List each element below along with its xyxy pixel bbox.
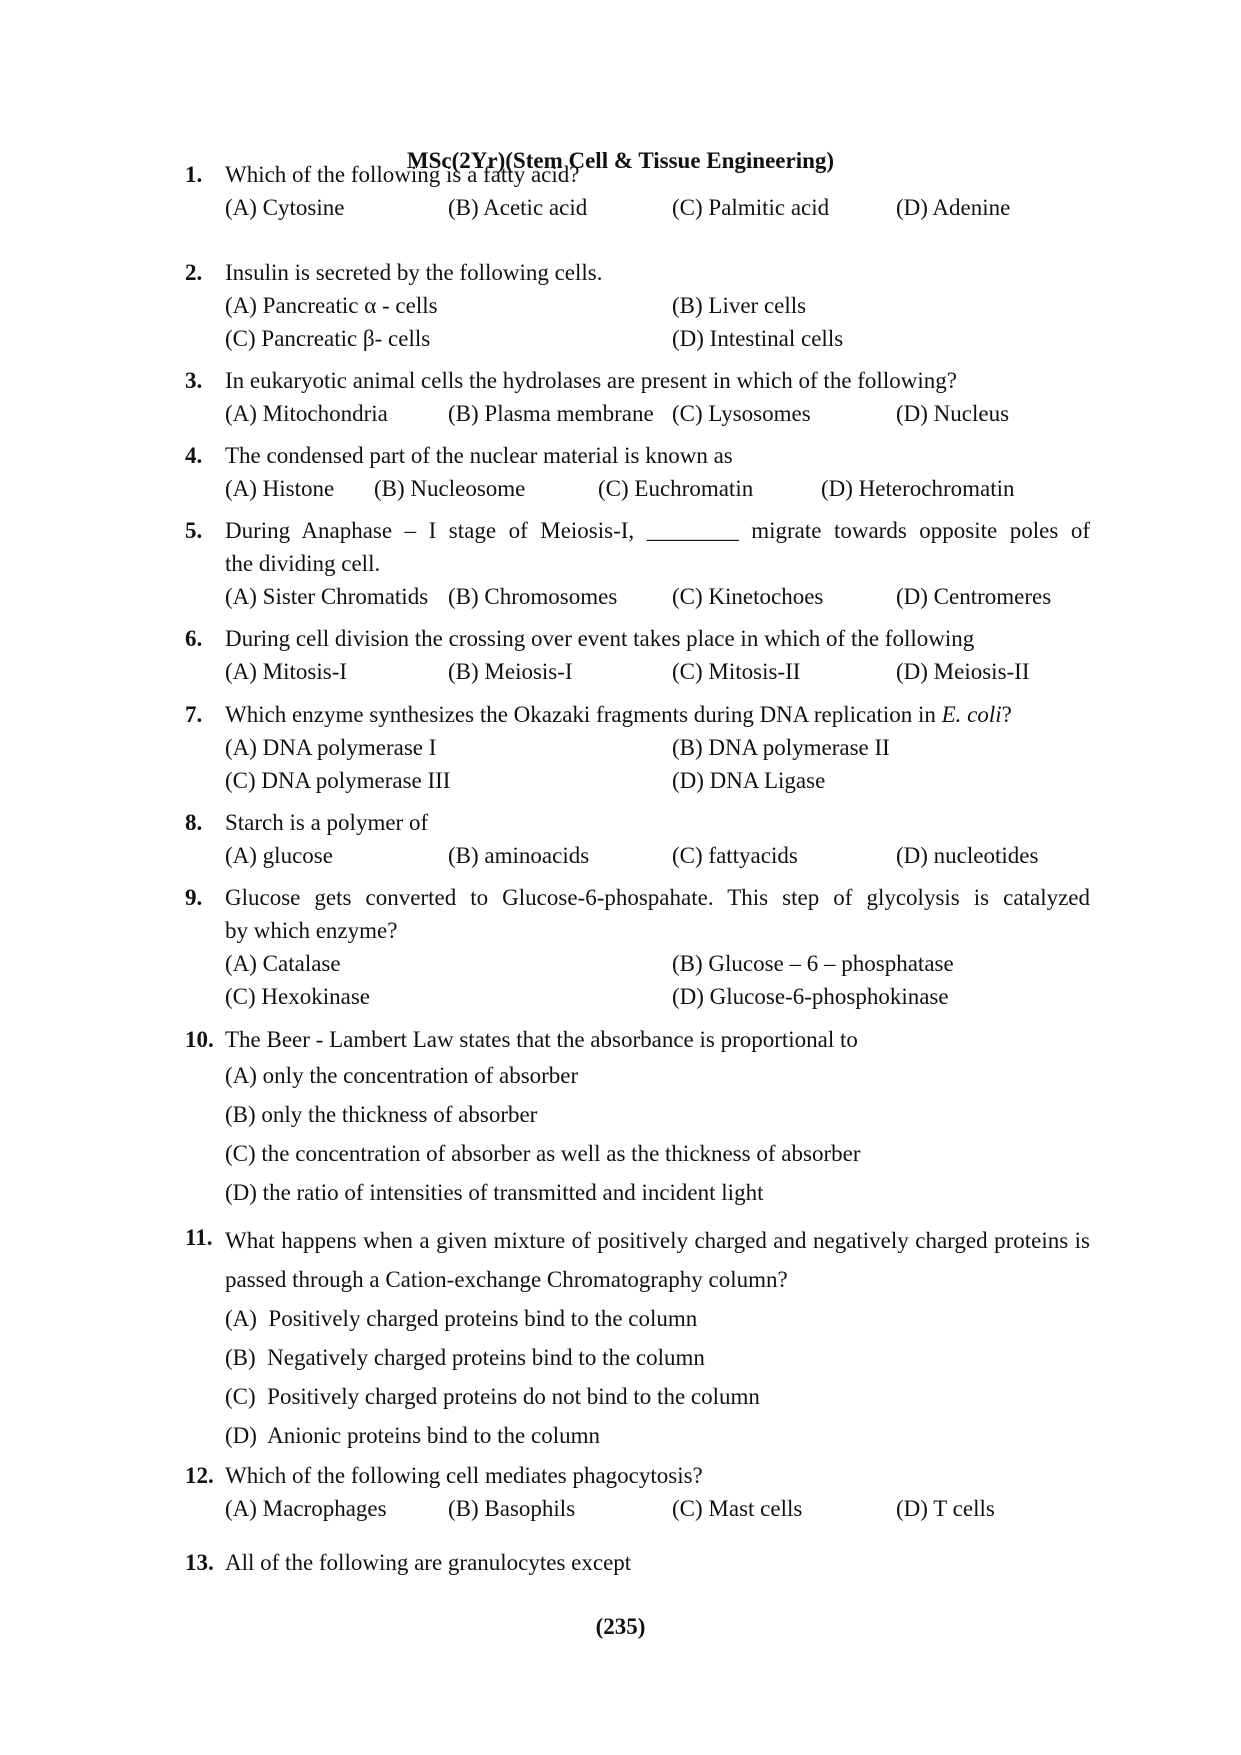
stem-text: Which enzyme synthesizes the Okazaki fragments during DNA replication in <box>225 702 942 727</box>
page-number: (235) <box>595 1614 646 1639</box>
question-11 <box>185 1221 1090 1455</box>
option-a: (A) Histone <box>225 476 335 501</box>
options-row <box>225 472 1090 505</box>
options-row <box>225 1492 1090 1525</box>
option-b: (B) only the thickness of absorber <box>225 1102 538 1127</box>
question-stem: Which of the following is a fatty acid? <box>225 162 580 187</box>
question-8 <box>185 806 1090 872</box>
question-stem: Starch is a polymer of <box>225 810 429 835</box>
option-b: (B) aminoacids <box>448 843 590 868</box>
option-c: (C) DNA polymerase III <box>225 768 451 793</box>
question-7 <box>185 698 1090 797</box>
question-stem: The Beer - Lambert Law states that the absorbance is proportional to <box>225 1027 858 1052</box>
question-10 <box>185 1023 1090 1212</box>
question-number: 4. <box>185 443 203 468</box>
option-d: (D) Adenine <box>896 195 1011 220</box>
question-number: 13. <box>185 1550 214 1575</box>
option-d: (D) Glucose-6-phosphokinase <box>672 984 949 1009</box>
option-d: (D) Heterochromatin <box>821 476 1015 501</box>
question-9 <box>185 881 1090 1013</box>
question-number: 5. <box>185 518 203 543</box>
option-d: (D) Meiosis-II <box>896 659 1030 684</box>
question-stem: All of the following are granulocytes except <box>225 1550 632 1575</box>
question-number: 2. <box>185 260 203 285</box>
option-d: (D) Anionic proteins bind to the column <box>225 1423 600 1448</box>
option-c: (C) Mast cells <box>672 1496 803 1521</box>
stem-end: ? <box>1001 702 1012 727</box>
question-13 <box>185 1546 1090 1579</box>
option-b: (B) Negatively charged proteins bind to the column <box>225 1345 705 1370</box>
option-a: (A) Mitochondria <box>225 401 388 426</box>
options-row <box>225 580 1090 613</box>
option-a: (A) Positively charged proteins bind to the column <box>225 1306 698 1331</box>
option-d: (D) the ratio of intensities of transmitted and incident light <box>225 1180 764 1205</box>
question-number: 9. <box>185 885 203 910</box>
question-stem-line-2: by which enzyme? <box>225 918 398 943</box>
question-6 <box>185 622 1090 688</box>
option-d: (D) DNA Ligase <box>672 768 826 793</box>
question-stem: Insulin is secreted by the following cells. <box>225 260 603 285</box>
option-b: (B) DNA polymerase II <box>672 735 890 760</box>
options-row <box>225 397 1090 430</box>
option-c: (C) Mitosis-II <box>672 659 801 684</box>
question-stem: The condensed part of the nuclear material is known as <box>225 443 733 468</box>
question-number: 12. <box>185 1463 214 1488</box>
option-a: (A) glucose <box>225 843 333 868</box>
option-c: (C) Positively charged proteins do not bind to the column <box>225 1384 760 1409</box>
question-1 <box>185 158 1090 224</box>
option-a: (A) DNA polymerase I <box>225 735 437 760</box>
options-row <box>225 731 1090 764</box>
option-c: (C) Lysosomes <box>672 401 811 426</box>
option-a: (A) Catalase <box>225 951 341 976</box>
options-row <box>225 289 1090 322</box>
question-2 <box>185 256 1090 355</box>
option-a: (A) Macrophages <box>225 1496 387 1521</box>
option-c: (C) the concentration of absorber as well as the thickness of absorber <box>225 1141 861 1166</box>
question-number: 7. <box>185 702 203 727</box>
question-stem-line-2: the dividing cell. <box>225 551 381 576</box>
question-stem: What happens when a given mixture of positively charged and negatively charged proteins is passed through a Cation-exchange Chromatography column? <box>225 1228 1090 1292</box>
question-number: 8. <box>185 810 203 835</box>
options-row <box>225 191 1090 224</box>
question-stem <box>225 698 1090 731</box>
option-c: (C) Pancreatic β- cells <box>225 326 431 351</box>
option-d: (D) Nucleus <box>896 401 1010 426</box>
option-b: (B) Meiosis-I <box>448 659 573 684</box>
question-number: 11. <box>185 1225 213 1250</box>
option-c: (C) Hexokinase <box>225 984 370 1009</box>
option-c: (C) Euchromatin <box>598 476 754 501</box>
question-stem: Which of the following cell mediates phagocytosis? <box>225 1463 703 1488</box>
question-number: 1. <box>185 162 203 187</box>
options-row <box>225 947 1090 980</box>
options-row <box>225 322 1090 355</box>
option-b: (B) Nucleosome <box>374 476 526 501</box>
question-4 <box>185 439 1090 505</box>
options-list <box>225 1056 1090 1212</box>
organism-name: E. coli <box>941 702 1002 727</box>
question-number: 10. <box>185 1027 214 1052</box>
question-stem: In eukaryotic animal cells the hydrolases are present in which of the following? <box>225 368 957 393</box>
options-list <box>225 1299 1090 1455</box>
option-d: (D) nucleotides <box>896 843 1039 868</box>
question-5 <box>185 514 1090 613</box>
option-a: (A) Mitosis-I <box>225 659 348 684</box>
option-a: (A) Sister Chromatids <box>225 584 429 609</box>
question-stem-line-1: Glucose gets converted to Glucose-6-phospahate. This step of glycolysis is catalyzed <box>225 885 1090 910</box>
option-d: (D) T cells <box>896 1496 995 1521</box>
question-3 <box>185 364 1090 430</box>
options-row <box>225 980 1090 1013</box>
question-12 <box>185 1459 1090 1525</box>
question-number: 3. <box>185 368 203 393</box>
option-b: (B) Liver cells <box>672 293 807 318</box>
option-c: (C) fattyacids <box>672 843 798 868</box>
option-a: (A) only the concentration of absorber <box>225 1063 579 1088</box>
option-c: (C) Kinetochoes <box>672 584 824 609</box>
options-row <box>225 655 1090 688</box>
page-title: MSc(2Yr)(Stem Cell & Tissue Engineering) <box>406 148 835 173</box>
option-b: (B) Chromosomes <box>448 584 618 609</box>
option-a: (A) Cytosine <box>225 195 345 220</box>
option-b: (B) Plasma membrane <box>448 401 654 426</box>
option-b: (B) Basophils <box>448 1496 576 1521</box>
options-row <box>225 839 1090 872</box>
options-row <box>225 764 1090 797</box>
option-b: (B) Glucose – 6 – phosphatase <box>672 951 954 976</box>
option-b: (B) Acetic acid <box>448 195 588 220</box>
option-d: (D) Centromeres <box>896 584 1052 609</box>
option-d: (D) Intestinal cells <box>672 326 844 351</box>
question-number: 6. <box>185 626 203 651</box>
option-a: (A) Pancreatic α - cells <box>225 293 438 318</box>
option-c: (C) Palmitic acid <box>672 195 830 220</box>
question-stem-line-1: During Anaphase – I stage of Meiosis-I, ________ migrate towards opposite poles of <box>225 518 1090 543</box>
question-stem: During cell division the crossing over event takes place in which of the following <box>225 626 975 651</box>
